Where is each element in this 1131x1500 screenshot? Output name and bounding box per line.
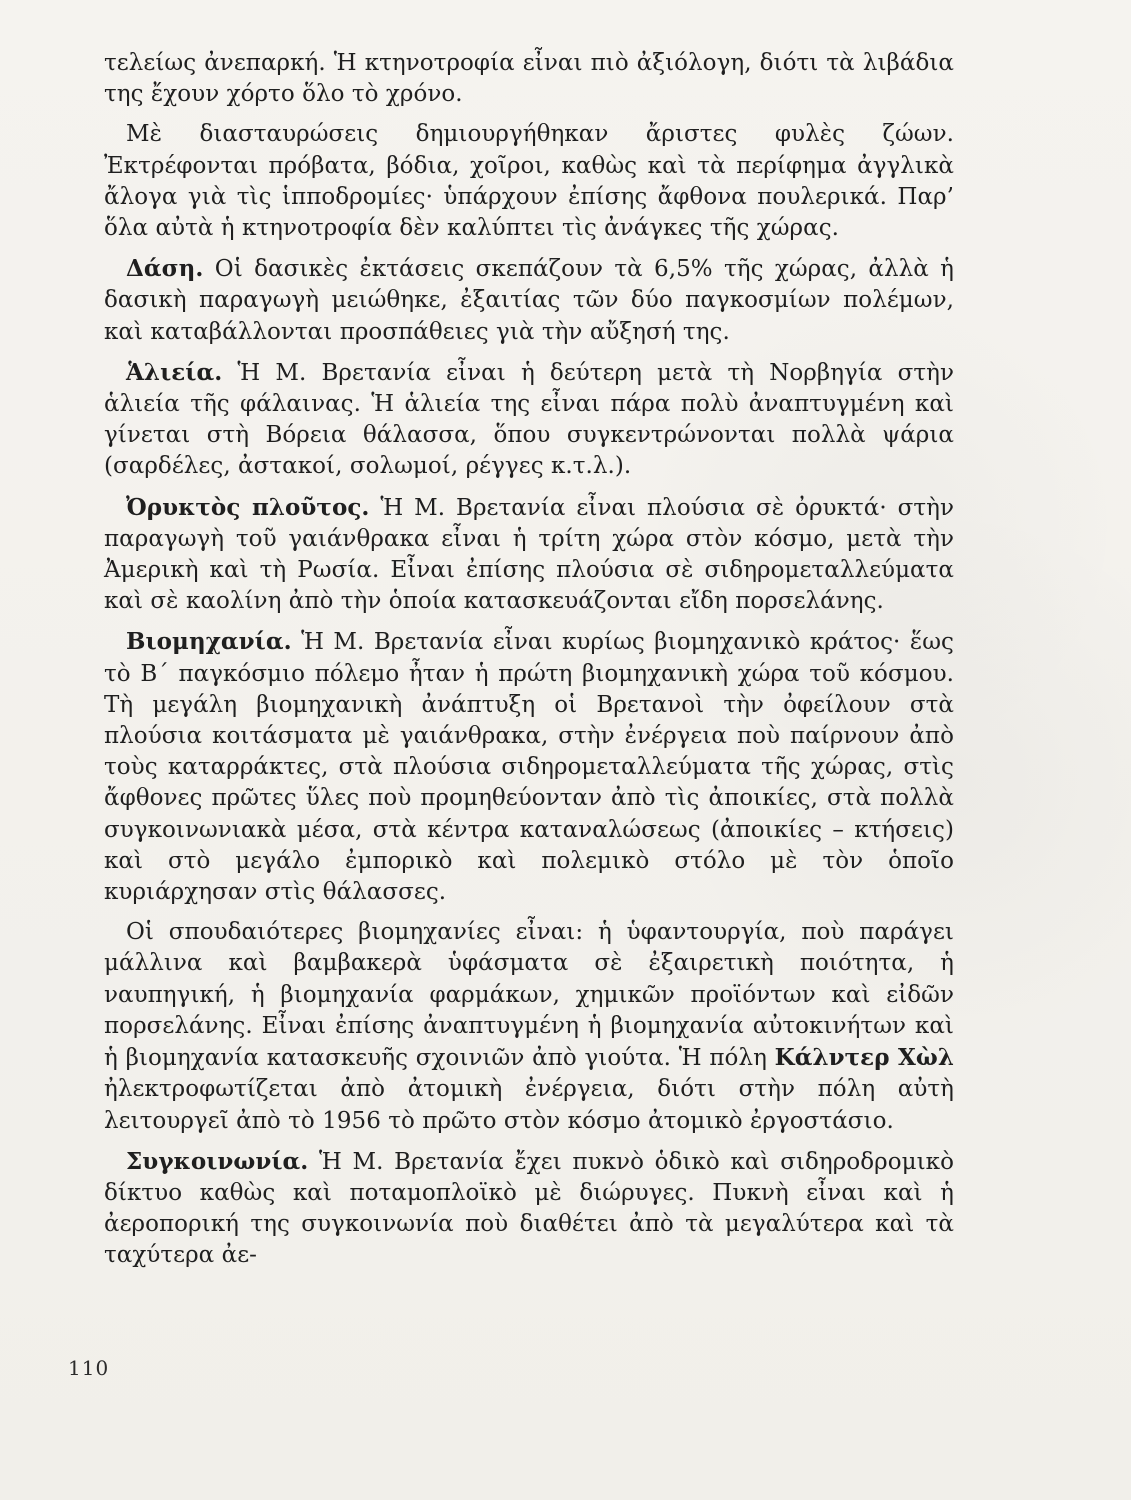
paragraph-text: Ἡ Μ. Βρετανία εἶναι κυρίως βιομηχανικὸ κράτος· ἕως τὸ Β΄ παγκόσμιο πόλεμο ἦταν ἡ πρώτη βιομηχανικὴ χώρα τοῦ κόσμου. Τὴ μεγάλη βιομηχανικὴ ἀνάπτυξη οἱ Βρετανοὶ τὴν ὀφείλουν στὰ πλούσια κοιτάσματα μὲ γαιάνθρακα, στὴν ἐνέργεια ποὺ παίρνουν ἀπὸ τοὺς καταρράκτες, στὰ πλούσια σιδηρομεταλλεύματα τῆς χώρας, στὶς ἄφθονες πρῶτες ὕλες ποὺ προμηθεύονταν ἀπὸ τὶς ἀποικίες, στὰ πολλὰ συγκοινωνιακὰ μέσα, στὰ κέντρα καταναλώσεως (ἀποικίες – κτήσεις) καὶ στὸ μεγάλο ἐμπορικὸ καὶ πολεμικὸ στόλο μὲ τὸν ὁποῖο κυριάρχησαν στὶς θάλασσες.	[104, 629, 954, 906]
paragraph-fishing	[104, 357, 954, 483]
section-heading-transport: Συγκοινωνία.	[126, 1147, 309, 1175]
paragraph-text: Ἡ Μ. Βρετανία εἶναι πλούσια σὲ ὀρυκτά· στὴν παραγωγὴ τοῦ γαιάνθρακα εἶναι ἡ τρίτη χώρα στὸν κόσμο, μετὰ τὴν Ἀμερικὴ καὶ τὴ Ρωσία. Εἶναι ἐπίσης πλούσια σὲ σιδηρομεταλλεύματα καὶ σὲ καολίνη ἀπὸ τὴν ὁποία κατασκευάζονται εἴδη πορσελάνης.	[104, 494, 955, 615]
paragraph-mineral-wealth	[104, 492, 954, 618]
paragraph-text: Ἡ Μ. Βρετανία ἔχει πυκνὸ ὁδικὸ καὶ σιδηροδρομικὸ δίκτυο καθὼς καὶ ποταμοπλοϊκὸ μὲ διώρυγες. Πυκνὴ εἶναι καὶ ἡ ἀεροπορική της συγκοινωνία ποὺ διαθέτει ἀπὸ τὰ μεγαλύτερα καὶ τὰ ταχύτερα ἀε-	[104, 1148, 954, 1269]
section-heading-forests: Δάση.	[126, 255, 204, 283]
page-number: 110	[68, 1356, 110, 1380]
paragraph-text: Οἱ δασικὲς ἐκτάσεις σκεπάζουν τὰ 6,5% τῆς χώρας, ἀλλὰ ἡ δασικὴ παραγωγὴ μειώθηκε, ἐξαιτίας τῶν δύο παγκοσμίων πολέμων, καὶ καταβάλλονται προσπάθειες γιὰ τὴν αὔξησή της.	[104, 256, 954, 345]
paragraph-industry	[104, 626, 954, 908]
paragraph-text: ἠλεκτροφωτίζεται ἀπὸ ἀτομικὴ ἐνέργεια, διότι στὴν πόλη αὐτὴ λειτουργεῖ ἀπὸ τὸ 1956 τὸ πρῶτο στὸν κόσμο ἀτομικὸ ἐργοστάσιο.	[104, 1076, 954, 1134]
paragraph-forests	[104, 253, 954, 348]
paragraph-livestock-breeds	[104, 119, 954, 244]
paragraph-main-industries	[104, 917, 954, 1136]
section-heading-mineral-wealth: Ὀρυκτὸς πλοῦτος.	[126, 493, 370, 521]
paragraph-livestock-intro	[104, 48, 954, 110]
section-heading-fishing: Ἁλιεία.	[126, 358, 223, 386]
paragraph-transport	[104, 1146, 954, 1272]
paragraph-text: Ἡ Μ. Βρετανία εἶναι ἡ δεύτερη μετὰ τὴ Νορβηγία στὴν ἁλιεία τῆς φάλαινας. Ἡ ἁλιεία της εἶναι πάρα πολὺ ἀναπτυγμένη καὶ γίνεται στὴ Βόρεια θάλασσα, ὅπου συγκεντρώνονται πολλὰ ψάρια (σαρδέλες, ἀστακοί, σολωμοί, ρέγγες κ.τ.λ.).	[104, 359, 954, 480]
section-heading-industry: Βιομηχανία.	[126, 628, 292, 656]
page-text-body	[104, 48, 954, 1281]
bold-place-name: Κάλντερ Χὼλ	[774, 1044, 954, 1072]
paragraph-text: τελείως ἀνεπαρκή. Ἡ κτηνοτροφία εἶναι πιὸ ἀξιόλογη, διότι τὰ λιβάδια της ἔχουν χόρτο ὅλο τὸ χρόνο.	[104, 50, 954, 108]
paragraph-text: Οἱ σπουδαιότερες βιομηχανίες εἶναι: ἡ ὑφαντουργία, ποὺ παράγει μάλλινα καὶ βαμβακερὰ ὑφάσματα σὲ ἐξαιρετικὴ ποιότητα, ἡ ναυπηγική, ἡ βιομηχανία φαρμάκων, χημικῶν προϊόντων καὶ εἰδῶν πορσελάνης. Εἶναι ἐπίσης ἀναπτυγμένη ἡ βιομηχανία αὐτοκινήτων καὶ ἡ βιομηχανία κατασκευῆς σχοινιῶν ἀπὸ γιούτα. Ἡ πόλη	[104, 919, 954, 1072]
paragraph-text: Μὲ διασταυρώσεις δημιουργήθηκαν ἄριστες φυλὲς ζώων. Ἐκτρέφονται πρόβατα, βόδια, χοῖροι, καθὼς καὶ τὰ περίφημα ἀγγλικὰ ἄλογα γιὰ τὶς ἱπποδρομίες· ὑπάρχουν ἐπίσης ἄφθονα πουλερικά. Παρ’ ὅλα αὐτὰ ἡ κτηνοτροφία δὲν καλύπτει τὶς ἀνάγκες τῆς χώρας.	[104, 121, 954, 242]
